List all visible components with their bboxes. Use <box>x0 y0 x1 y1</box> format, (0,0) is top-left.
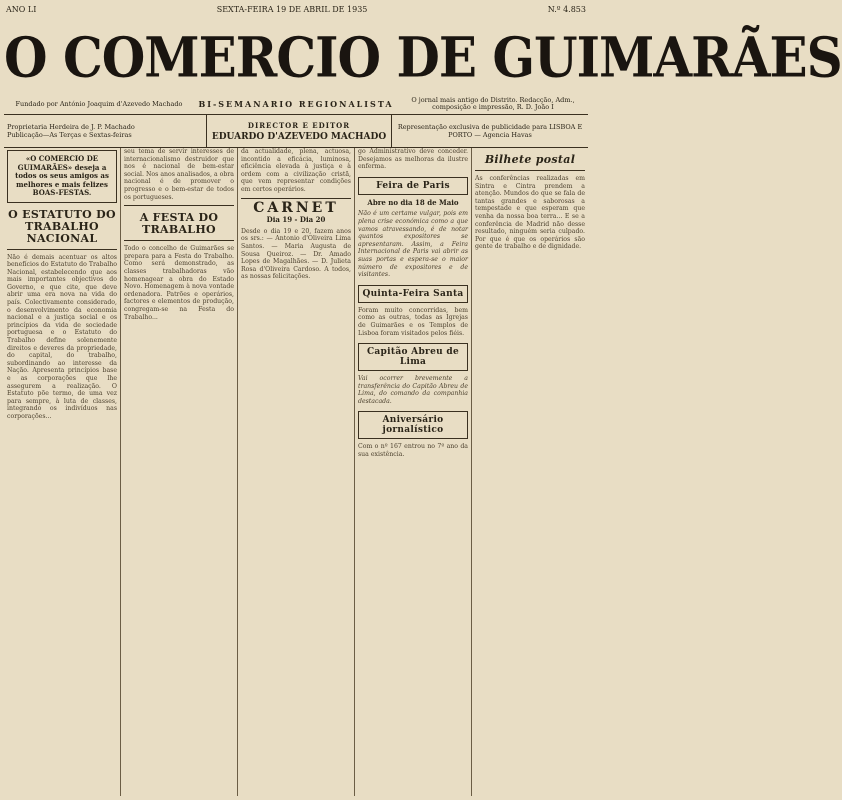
owner-label: Proprietaria Herdeira de J. P. Machado <box>7 123 135 131</box>
feira-subheading: Abre no dia 18 de Maio <box>367 197 459 207</box>
representation-note: Representação exclusiva de publicidade para LISBOA E PORTO — Agencia Havas <box>397 123 583 139</box>
subheader <box>4 96 588 112</box>
column-1 <box>4 148 121 796</box>
year-label: ANO LI <box>6 4 37 14</box>
founded-note: Fundado por António Joaquim d'Azevedo Machado <box>15 99 183 108</box>
director-label: DIRECTOR E EDITOR <box>247 120 351 130</box>
divider <box>124 205 234 206</box>
article-body-continued: seu tema de servir interesses de internacionalismo destruidor que nos é nacional de bem-estar social. Nos anos analisados, a obra nacional é de promover o progresso e o bem-estar de todos os portugueses. <box>124 148 234 201</box>
oldest-journal-note: O jornal mais antigo do Distrito. Redacção, Adm., composição e impressão, R. D. João I <box>411 96 575 111</box>
bilhete-body: As conferências realizadas em Sintra e Cintra prendem a atenção. Mundos do que se fala de tantas grandes e saborosas a tempestade e que esperam que venha da nossa boa terra... E se a conferência de Madrid não desse resultado, ninguém seria culpado. Por que é que os operários são gente de trabalho e de dignidade. <box>475 175 585 251</box>
publication-days: Publicação—As Terças e Sextas-feiras <box>7 131 132 139</box>
director-name: EDUARDO D'AZEVEDO MACHADO <box>211 131 387 142</box>
article-heading-feira: Feira de Paris <box>358 177 468 195</box>
subtitle: BI-SEMANARIO REGIONALISTA <box>198 99 394 109</box>
column-5 <box>472 148 588 796</box>
article-heading-capitao: Capitão Abreu de Lima <box>358 343 468 371</box>
masthead-title: O COMERCIO DE GUIMARÃES <box>4 25 842 90</box>
divider <box>124 240 234 241</box>
capitao-body: Vai ocorrer brevemente a transferência do Capitão Abreu de Lima, do comando da companhia destacada. <box>358 375 468 405</box>
quinta-body: Foram muito concorridas, bem como as outras, todas as Igrejas de Guimarães e os Templos de Lisboa foram visitados pelos fiéis. <box>358 306 468 337</box>
feira-body: Não é um certame vulgar, pois em plena crise económica como a que vamos atravessando, é de notar quantos expositores se apresentaram. Assim, a Feira Internacional de Paris vai abrir as suas portas e espera-se o maior número de expositores e de visitantes. <box>358 210 468 279</box>
column-4 <box>355 148 472 796</box>
divider <box>475 170 585 171</box>
greetings-box: «O COMERCIO DE GUIMARÃES» deseja a todos os seus amigos as melhores e mais felizes BOAS-FESTAS. <box>7 150 117 203</box>
info-bar-right <box>392 115 588 147</box>
article-columns <box>4 148 588 796</box>
carnet-heading: CARNET <box>253 199 339 216</box>
divider <box>7 249 117 250</box>
article-heading-estatuto: O ESTATUTO DO TRABALHO NACIONAL <box>8 207 116 245</box>
article-heading-bilhete: Bilhete postal <box>484 153 576 166</box>
column-2 <box>121 148 238 796</box>
article-body-col3: da actualidade, plena, actuosa, incontido a eficácia, luminosa, eficiência elevada à justiça e à ordem com a civilização cristã, que vem representar condições em certos operários. <box>241 148 351 193</box>
article-body-estatuto: Não é demais acentuar os altos benefícios do Estatuto do Trabalho Nacional, estabelecendo que aos mais importantes objectivos do Governo, e que cite, que deve abrir uma era nova na vida do país. Colectivamente considerado, o desenvolvimento da economia nacional e a justiça social e os princípios da vida de sociedade portuguesa e o Estatuto do Trabalho define solenemente direitos e deveres da propriedade, do capital, do trabalho, subordinando ao interesse da Nação. Apresenta princípios base e as corporações que lhe assegurem a realização. O Estatuto põe termo, de uma vez para sempre, à luta de classes, integrando os indivíduos nas corporações... <box>7 253 117 420</box>
carnet-body: Desde o dia 19 e 20, fazem anos os srs.: — Antonio d'Oliveira Lima Santos. — Maria Augusta de Sousa Queiroz. — Dr. Amado Lopes de Magalhães. — D. Julieta Rosa d'Oliveira Cardoso. A todos, as nossas felicitações. <box>241 227 351 281</box>
divider <box>241 198 351 199</box>
article-heading-aniversario: Aniversário jornalístico <box>358 411 468 439</box>
article-body-col4: go Administrativo deve conceder. Desejamos as melhoras da ilustre enferma. <box>358 148 468 171</box>
info-bar <box>4 114 588 148</box>
column-3 <box>238 148 355 796</box>
carnet-subheading: Dia 19 - Dia 20 <box>266 215 326 225</box>
info-bar-center <box>206 115 392 147</box>
info-bar-left <box>4 115 206 147</box>
article-heading-quinta: Quinta-Feira Santa <box>358 285 468 303</box>
aniversario-body: Com o nº 167 entrou no 7º ano da sua existência. <box>358 443 468 459</box>
issue-date: SEXTA-FEIRA 19 DE ABRIL DE 1935 <box>216 4 368 14</box>
article-body-festa: Todo o concelho de Guimarães se prepara para a Festa do Trabalho. Como será demonstrado, as classes trabalhadoras vão homenagear a obra do Estado Novo. Homenagem à nova vontade ordenadora. Patrões e operários, factores e elementos de produção, congregam-se na Festa do Trabalho... <box>124 245 234 321</box>
article-heading-festa: A FESTA DO TRABALHO <box>139 211 219 237</box>
issue-number: N.º 4.853 <box>547 4 586 14</box>
